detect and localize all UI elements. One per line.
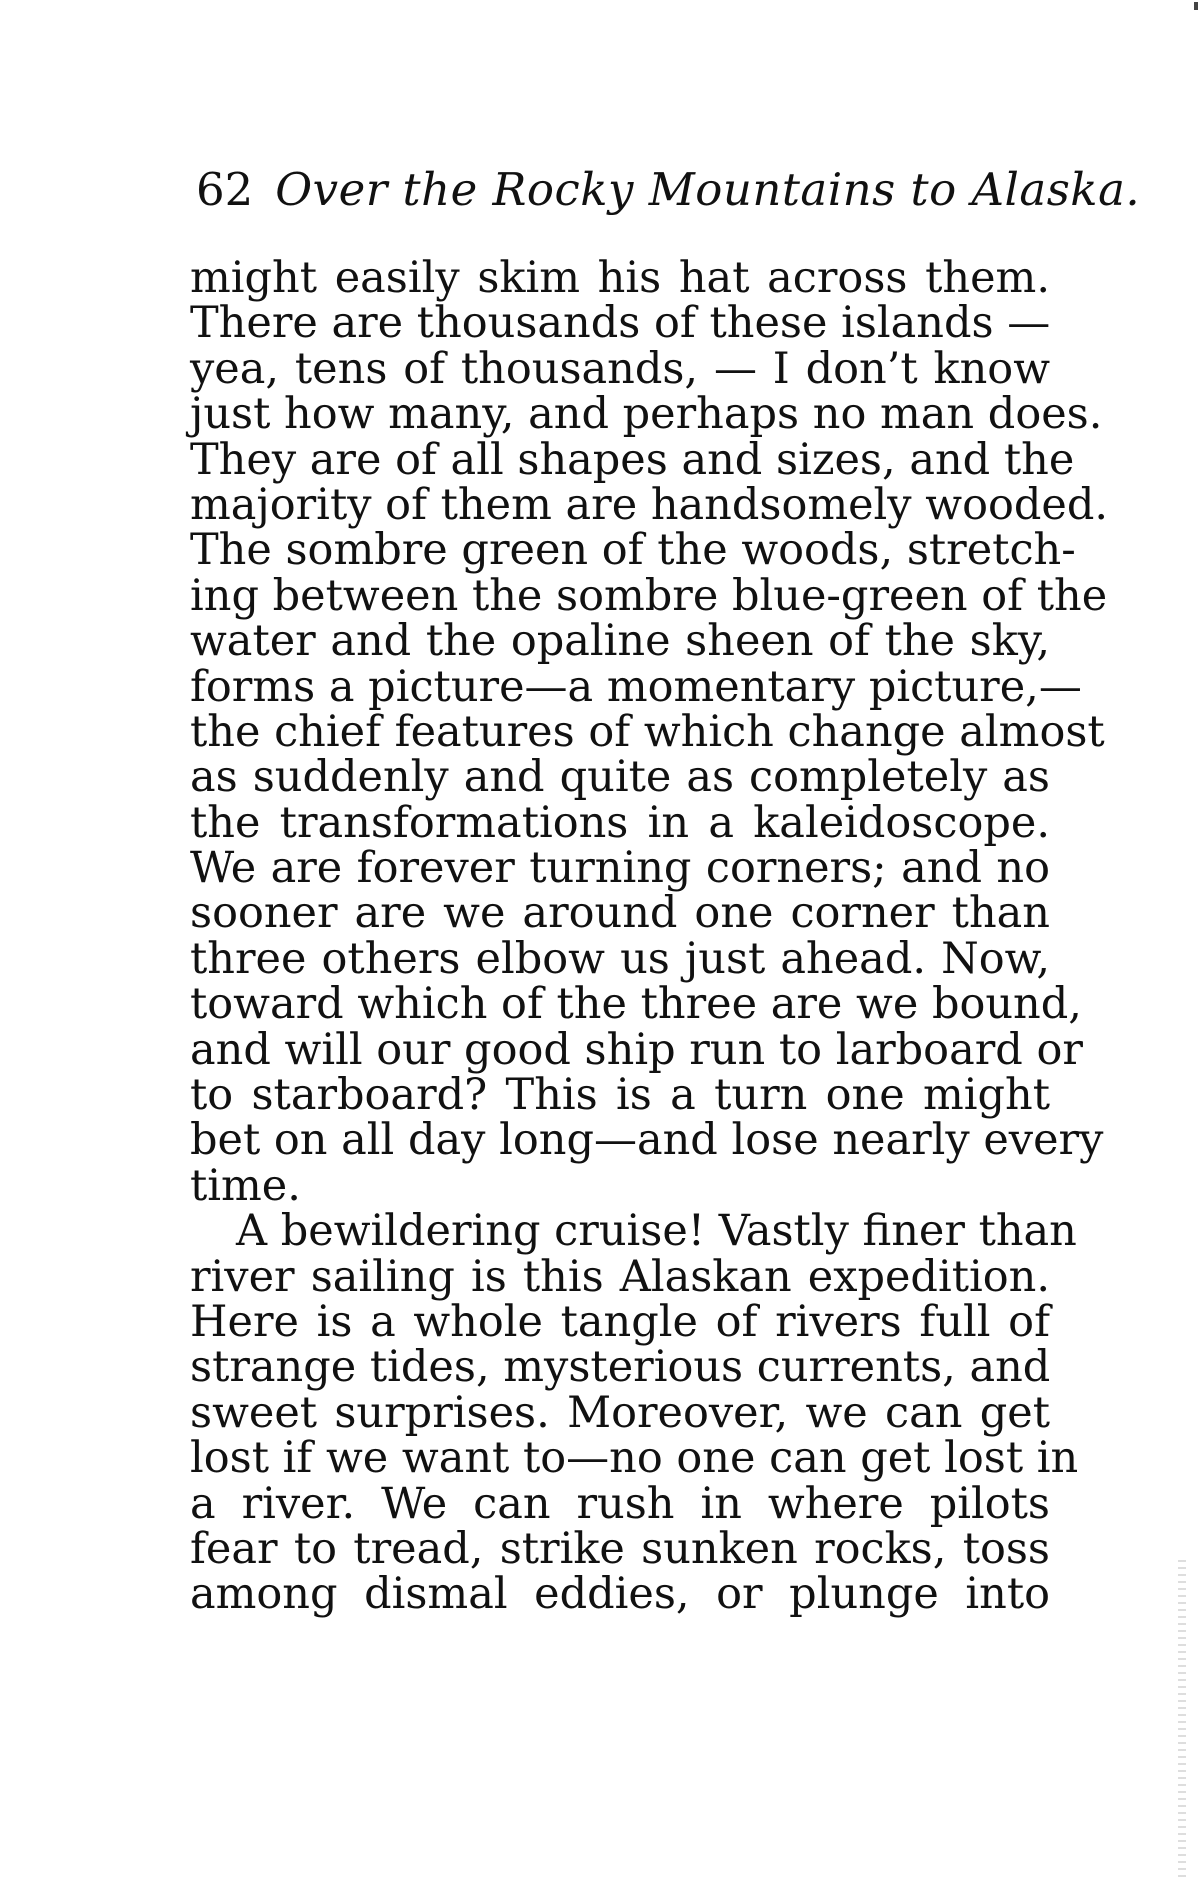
text-line: lost if we want to—no one can get lost in [190, 1433, 1079, 1484]
text-line: They are of all shapes and sizes, and the [190, 434, 1075, 485]
text-line: We are forever turning corners; and no [190, 843, 1050, 894]
text-line: Here is a whole tangle of rivers full of [190, 1296, 1050, 1347]
text-line: There are thousands of these islands — [190, 298, 1051, 349]
text-line: fear to tread, strike sunken rocks, toss [190, 1523, 1050, 1574]
text-line: water and the opaline sheen of the sky, [190, 616, 1050, 667]
text-line: forms a picture—a momentary picture,— [190, 661, 1082, 712]
text-line: toward which of the three are we bound, [190, 979, 1082, 1030]
text-line: the chief features of which change almost [190, 706, 1105, 757]
text-line: yea, tens of thousands, — I don’t know [190, 343, 1050, 394]
page-header [196, 160, 1141, 220]
text-line: among dismal eddies, or plunge into [190, 1569, 1050, 1620]
text-line: might easily skim his hat across them. [190, 253, 1050, 303]
text-line: A bewildering cruise! Vastly finer than [236, 1206, 1077, 1257]
scan-edge-specks [1178, 1560, 1186, 1880]
page-number: 62 [196, 163, 254, 216]
text-line: a river. We can rush in where pilots [190, 1478, 1050, 1529]
text-line: ing between the sombre blue-green of the [190, 570, 1108, 621]
text-line: sooner are we around one corner than [190, 888, 1050, 939]
text-line: bet on all day long—and lose nearly every [190, 1115, 1104, 1166]
text-line: sweet surprises. Moreover, we can get [190, 1387, 1050, 1438]
text-line: majority of them are handsomely wooded. [190, 479, 1109, 530]
text-line: three others elbow us just ahead. Now, [190, 933, 1050, 984]
body-text [190, 253, 1109, 1620]
text-line: The sombre green of the woods, stretch- [190, 525, 1076, 576]
text-line: strange tides, mysterious currents, and [190, 1342, 1051, 1393]
text-line: as suddenly and quite as completely as [190, 752, 1050, 803]
scan-corner-mark [1194, 2, 1198, 10]
paragraph [190, 253, 1109, 1211]
text-line: time. [190, 1160, 301, 1211]
paragraph [190, 1206, 1079, 1620]
text-line: the transformations in a kaleidoscope. [190, 797, 1050, 848]
text-line: river sailing is this Alaskan expedition. [190, 1251, 1050, 1302]
running-title: Over the Rocky Mountains to Alaska. [275, 163, 1141, 216]
text-line: and will our good ship run to larboard or [190, 1024, 1083, 1075]
text-line: to starboard? This is a turn one might [190, 1070, 1050, 1121]
text-line: just how many, and perhaps no man does. [190, 389, 1103, 440]
